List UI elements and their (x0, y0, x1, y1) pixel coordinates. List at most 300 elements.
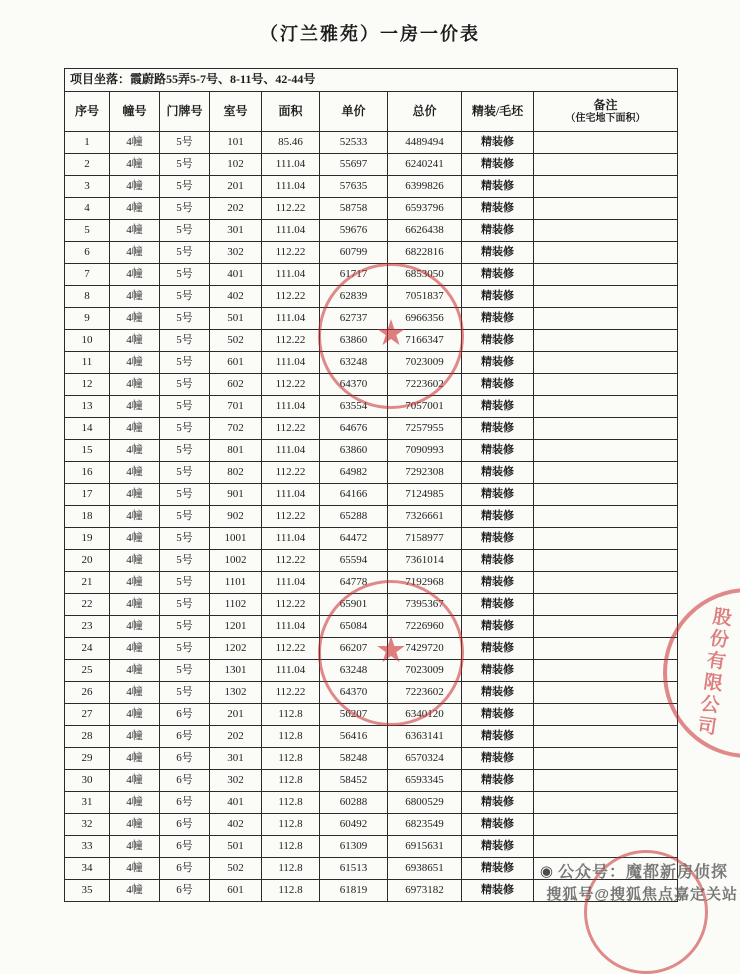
table-cell: 56207 (320, 704, 388, 726)
table-cell: 35 (65, 880, 110, 902)
table-cell: 60492 (320, 814, 388, 836)
table-cell: 112.22 (262, 462, 320, 484)
table-cell: 4幢 (110, 572, 160, 594)
table-cell: 1301 (210, 660, 262, 682)
table-cell: 精装修 (462, 374, 534, 396)
table-cell: 112.22 (262, 506, 320, 528)
table-cell: 112.8 (262, 704, 320, 726)
table-cell (534, 660, 678, 682)
table-cell (534, 440, 678, 462)
table-cell: 精装修 (462, 704, 534, 726)
table-cell: 111.04 (262, 220, 320, 242)
table-cell: 6399826 (388, 176, 462, 198)
table-cell: 精装修 (462, 220, 534, 242)
table-cell: 12 (65, 374, 110, 396)
table-cell: 6363141 (388, 726, 462, 748)
col-header-door: 门牌号 (160, 92, 210, 132)
table-cell: 4幢 (110, 198, 160, 220)
table-cell: 4幢 (110, 726, 160, 748)
table-cell (534, 528, 678, 550)
star-icon: ★ (374, 630, 408, 672)
table-cell: 5号 (160, 220, 210, 242)
table-cell: 7361014 (388, 550, 462, 572)
table-row (65, 176, 678, 198)
table-row (65, 396, 678, 418)
table-cell: 精装修 (462, 308, 534, 330)
table-cell: 102 (210, 154, 262, 176)
table-cell: 22 (65, 594, 110, 616)
table-cell: 65288 (320, 506, 388, 528)
table-cell: 4幢 (110, 418, 160, 440)
table-cell: 4幢 (110, 770, 160, 792)
table-cell: 4幢 (110, 440, 160, 462)
table-cell: 5号 (160, 374, 210, 396)
table-cell: 85.46 (262, 132, 320, 154)
table-cell: 61819 (320, 880, 388, 902)
table-cell: 1202 (210, 638, 262, 660)
table-cell: 7326661 (388, 506, 462, 528)
table-cell (534, 814, 678, 836)
sohu-watermark: 搜狐号@搜狐焦点嘉定关站 (546, 886, 738, 903)
table-cell: 202 (210, 198, 262, 220)
col-header-room: 室号 (210, 92, 262, 132)
table-cell: 30 (65, 770, 110, 792)
table-cell: 101 (210, 132, 262, 154)
table-cell: 201 (210, 704, 262, 726)
table-cell: 7292308 (388, 462, 462, 484)
table-cell: 4 (65, 198, 110, 220)
table-cell: 7166347 (388, 330, 462, 352)
table-cell: 4幢 (110, 374, 160, 396)
table-cell: 111.04 (262, 308, 320, 330)
table-cell: 5号 (160, 352, 210, 374)
table-cell (534, 572, 678, 594)
table-cell (534, 396, 678, 418)
table-cell: 4幢 (110, 352, 160, 374)
table-cell: 6593796 (388, 198, 462, 220)
table-cell: 65901 (320, 594, 388, 616)
table-cell: 63248 (320, 660, 388, 682)
table-cell: 6号 (160, 704, 210, 726)
table-cell: 5号 (160, 616, 210, 638)
table-cell: 5号 (160, 418, 210, 440)
table-cell: 34 (65, 858, 110, 880)
table-cell: 6570324 (388, 748, 462, 770)
table-cell: 112.22 (262, 286, 320, 308)
table-cell: 62839 (320, 286, 388, 308)
table-cell: 301 (210, 748, 262, 770)
table-cell: 63248 (320, 352, 388, 374)
table-cell: 11 (65, 352, 110, 374)
table-cell: 5号 (160, 506, 210, 528)
project-location-row (65, 69, 678, 92)
table-row (65, 242, 678, 264)
table-cell: 65084 (320, 616, 388, 638)
col-header-finish: 精装/毛坯 (462, 92, 534, 132)
table-row (65, 418, 678, 440)
table-cell (534, 308, 678, 330)
table-cell: 64370 (320, 374, 388, 396)
table-cell: 7223602 (388, 682, 462, 704)
table-cell: 402 (210, 286, 262, 308)
star-icon: ★ (374, 313, 408, 355)
table-cell: 112.22 (262, 682, 320, 704)
table-cell: 4幢 (110, 396, 160, 418)
table-cell: 601 (210, 352, 262, 374)
remark-subtitle: （住宅地下面积） (565, 112, 646, 124)
table-cell: 24 (65, 638, 110, 660)
table-row (65, 264, 678, 286)
table-cell: 5号 (160, 308, 210, 330)
table-cell: 112.8 (262, 792, 320, 814)
table-cell: 111.04 (262, 396, 320, 418)
table-cell: 6626438 (388, 220, 462, 242)
table-cell: 精装修 (462, 154, 534, 176)
table-cell: 5号 (160, 264, 210, 286)
table-row (65, 484, 678, 506)
table-cell (534, 352, 678, 374)
table-header-row (65, 92, 678, 132)
table-cell: 112.22 (262, 418, 320, 440)
table-cell: 111.04 (262, 440, 320, 462)
table-cell: 112.8 (262, 814, 320, 836)
page-title: （汀兰雅苑）一房一价表 (260, 24, 480, 44)
table-cell: 4幢 (110, 506, 160, 528)
table-cell: 精装修 (462, 198, 534, 220)
table-cell: 6915631 (388, 836, 462, 858)
table-cell: 601 (210, 880, 262, 902)
table-cell: 精装修 (462, 726, 534, 748)
col-header-remark (534, 92, 678, 132)
table-cell: 5号 (160, 176, 210, 198)
table-cell: 精装修 (462, 330, 534, 352)
table-cell: 201 (210, 176, 262, 198)
table-cell: 111.04 (262, 176, 320, 198)
table-cell: 1201 (210, 616, 262, 638)
table-cell: 6966356 (388, 308, 462, 330)
table-cell: 5号 (160, 132, 210, 154)
table-row (65, 352, 678, 374)
table-cell: 4幢 (110, 748, 160, 770)
table-cell: 65594 (320, 550, 388, 572)
table-row (65, 770, 678, 792)
table-row (65, 638, 678, 660)
table-cell: 5号 (160, 572, 210, 594)
table-cell: 7395367 (388, 594, 462, 616)
table-cell: 111.04 (262, 528, 320, 550)
table-cell: 精装修 (462, 176, 534, 198)
table-cell: 精装修 (462, 286, 534, 308)
table-cell: 6 (65, 242, 110, 264)
table-cell: 63554 (320, 396, 388, 418)
table-cell: 4幢 (110, 462, 160, 484)
wechat-watermark-text: 公众号：魔都新房侦探 (557, 864, 728, 881)
table-cell: 精装修 (462, 682, 534, 704)
table-cell: 112.8 (262, 880, 320, 902)
table-cell: 15 (65, 440, 110, 462)
table-row (65, 550, 678, 572)
table-cell: 61309 (320, 836, 388, 858)
table-cell: 602 (210, 374, 262, 396)
table-cell (534, 418, 678, 440)
table-cell: 4幢 (110, 528, 160, 550)
table-cell: 精装修 (462, 814, 534, 836)
table-cell: 27 (65, 704, 110, 726)
table-cell: 13 (65, 396, 110, 418)
col-header-unit-price: 单价 (320, 92, 388, 132)
table-cell: 7158977 (388, 528, 462, 550)
table-cell: 1002 (210, 550, 262, 572)
table-cell (534, 220, 678, 242)
table-cell: 111.04 (262, 616, 320, 638)
table-cell: 5号 (160, 242, 210, 264)
table-cell: 精装修 (462, 594, 534, 616)
table-cell: 32 (65, 814, 110, 836)
col-header-seq: 序号 (65, 92, 110, 132)
table-row (65, 528, 678, 550)
table-cell: 21 (65, 572, 110, 594)
table-cell (534, 330, 678, 352)
table-cell: 4幢 (110, 814, 160, 836)
table-cell: 3 (65, 176, 110, 198)
table-row (65, 462, 678, 484)
logo-icon: ◉ (539, 862, 554, 880)
table-cell: 18 (65, 506, 110, 528)
table-cell: 5号 (160, 198, 210, 220)
table-cell: 5号 (160, 440, 210, 462)
table-cell (534, 792, 678, 814)
table-cell: 7223602 (388, 374, 462, 396)
table-cell: 302 (210, 770, 262, 792)
table-cell: 4幢 (110, 176, 160, 198)
col-header-total-price: 总价 (388, 92, 462, 132)
table-cell: 4幢 (110, 550, 160, 572)
table-cell (534, 836, 678, 858)
table-cell: 64472 (320, 528, 388, 550)
table-cell: 28 (65, 726, 110, 748)
remark-title: 备注 (593, 98, 618, 113)
table-cell: 精装修 (462, 770, 534, 792)
table-cell: 401 (210, 792, 262, 814)
table-cell: 58758 (320, 198, 388, 220)
table-cell: 55697 (320, 154, 388, 176)
table-cell: 112.8 (262, 748, 320, 770)
table-cell: 精装修 (462, 264, 534, 286)
table-cell (534, 374, 678, 396)
table-cell: 52533 (320, 132, 388, 154)
table-cell: 26 (65, 682, 110, 704)
table-cell (534, 748, 678, 770)
table-cell: 112.22 (262, 374, 320, 396)
table-cell (534, 484, 678, 506)
table-cell: 112.8 (262, 836, 320, 858)
table-cell: 6938651 (388, 858, 462, 880)
table-cell: 2 (65, 154, 110, 176)
table-cell: 精装修 (462, 638, 534, 660)
table-cell: 6号 (160, 792, 210, 814)
table-cell: 33 (65, 836, 110, 858)
table-cell: 111.04 (262, 352, 320, 374)
table-cell: 精装修 (462, 132, 534, 154)
table-cell (534, 704, 678, 726)
table-cell: 112.8 (262, 858, 320, 880)
table-cell: 29 (65, 748, 110, 770)
table-cell: 精装修 (462, 880, 534, 902)
table-cell (534, 682, 678, 704)
table-cell: 5号 (160, 528, 210, 550)
table-cell: 501 (210, 836, 262, 858)
table-cell: 111.04 (262, 484, 320, 506)
table-cell: 64676 (320, 418, 388, 440)
table-cell: 6号 (160, 858, 210, 880)
table-cell: 4幢 (110, 484, 160, 506)
table-cell: 精装修 (462, 506, 534, 528)
table-cell: 4幢 (110, 704, 160, 726)
project-location: 项目坐落：霞蔚路55弄5-7号、8-11号、42-44号 (65, 69, 678, 92)
table-cell (534, 726, 678, 748)
table-cell: 7257955 (388, 418, 462, 440)
table-row (65, 308, 678, 330)
table-cell: 7226960 (388, 616, 462, 638)
table-cell: 61717 (320, 264, 388, 286)
col-header-area: 面积 (262, 92, 320, 132)
table-cell: 6号 (160, 726, 210, 748)
table-row (65, 330, 678, 352)
table-cell: 17 (65, 484, 110, 506)
table-row (65, 374, 678, 396)
table-cell: 61513 (320, 858, 388, 880)
table-cell (534, 506, 678, 528)
table-cell: 7090993 (388, 440, 462, 462)
table-cell: 801 (210, 440, 262, 462)
table-cell: 112.22 (262, 242, 320, 264)
table-cell: 精装修 (462, 748, 534, 770)
table-cell: 64370 (320, 682, 388, 704)
table-cell: 精装修 (462, 836, 534, 858)
table-cell: 7 (65, 264, 110, 286)
table-cell: 202 (210, 726, 262, 748)
table-cell: 7051837 (388, 286, 462, 308)
table-row (65, 132, 678, 154)
table-cell: 7124985 (388, 484, 462, 506)
table-cell: 58452 (320, 770, 388, 792)
table-cell (534, 242, 678, 264)
table-cell: 精装修 (462, 616, 534, 638)
price-table (64, 68, 678, 902)
table-cell: 112.22 (262, 198, 320, 220)
table-cell: 精装修 (462, 242, 534, 264)
table-row (65, 198, 678, 220)
table-cell (534, 550, 678, 572)
seal-company-text: 股份有限公司 (693, 605, 733, 739)
table-cell: 501 (210, 308, 262, 330)
table-cell: 111.04 (262, 572, 320, 594)
table-row (65, 792, 678, 814)
table-cell: 302 (210, 242, 262, 264)
table-cell: 112.8 (262, 770, 320, 792)
table-cell: 精装修 (462, 396, 534, 418)
table-cell: 901 (210, 484, 262, 506)
table-cell: 4幢 (110, 660, 160, 682)
table-cell: 56416 (320, 726, 388, 748)
table-cell: 4幢 (110, 638, 160, 660)
table-cell: 112.22 (262, 594, 320, 616)
table-cell: 112.22 (262, 330, 320, 352)
table-row (65, 572, 678, 594)
table-row (65, 440, 678, 462)
table-cell: 7057001 (388, 396, 462, 418)
table-cell: 10 (65, 330, 110, 352)
table-cell: 14 (65, 418, 110, 440)
table-cell: 精装修 (462, 660, 534, 682)
table-cell: 1001 (210, 528, 262, 550)
table-cell: 31 (65, 792, 110, 814)
table-cell (534, 264, 678, 286)
table-cell: 4幢 (110, 594, 160, 616)
table-cell: 7429720 (388, 638, 462, 660)
table-row (65, 154, 678, 176)
table-cell: 402 (210, 814, 262, 836)
table-cell: 5号 (160, 682, 210, 704)
table-cell: 6853050 (388, 264, 462, 286)
table-cell: 60288 (320, 792, 388, 814)
table-cell: 精装修 (462, 528, 534, 550)
table-cell (534, 638, 678, 660)
table-cell: 23 (65, 616, 110, 638)
table-cell: 111.04 (262, 264, 320, 286)
table-cell: 112.22 (262, 638, 320, 660)
table-cell: 5号 (160, 594, 210, 616)
table-cell: 精装修 (462, 484, 534, 506)
table-cell: 6号 (160, 836, 210, 858)
table-cell: 64166 (320, 484, 388, 506)
table-cell: 5号 (160, 660, 210, 682)
table-cell: 7192968 (388, 572, 462, 594)
table-cell: 57635 (320, 176, 388, 198)
table-cell: 4幢 (110, 682, 160, 704)
table-cell: 63860 (320, 330, 388, 352)
table-cell: 6593345 (388, 770, 462, 792)
table-cell: 6240241 (388, 154, 462, 176)
table-cell: 6340120 (388, 704, 462, 726)
table-cell: 6823549 (388, 814, 462, 836)
table-cell: 4幢 (110, 616, 160, 638)
table-cell: 6822816 (388, 242, 462, 264)
table-row (65, 660, 678, 682)
table-cell: 64982 (320, 462, 388, 484)
table-row (65, 616, 678, 638)
table-cell: 精装修 (462, 858, 534, 880)
table-cell (534, 594, 678, 616)
table-cell: 58248 (320, 748, 388, 770)
table-cell: 701 (210, 396, 262, 418)
table-cell: 702 (210, 418, 262, 440)
table-row (65, 726, 678, 748)
table-cell: 4幢 (110, 880, 160, 902)
table-cell: 6号 (160, 880, 210, 902)
wechat-watermark (540, 859, 728, 882)
table-cell: 7023009 (388, 352, 462, 374)
table-cell: 63860 (320, 440, 388, 462)
table-cell: 5 (65, 220, 110, 242)
table-cell (534, 616, 678, 638)
table-cell: 6800529 (388, 792, 462, 814)
table-cell: 62737 (320, 308, 388, 330)
table-cell: 5号 (160, 462, 210, 484)
table-cell: 6号 (160, 770, 210, 792)
table-row (65, 286, 678, 308)
table-cell (534, 770, 678, 792)
